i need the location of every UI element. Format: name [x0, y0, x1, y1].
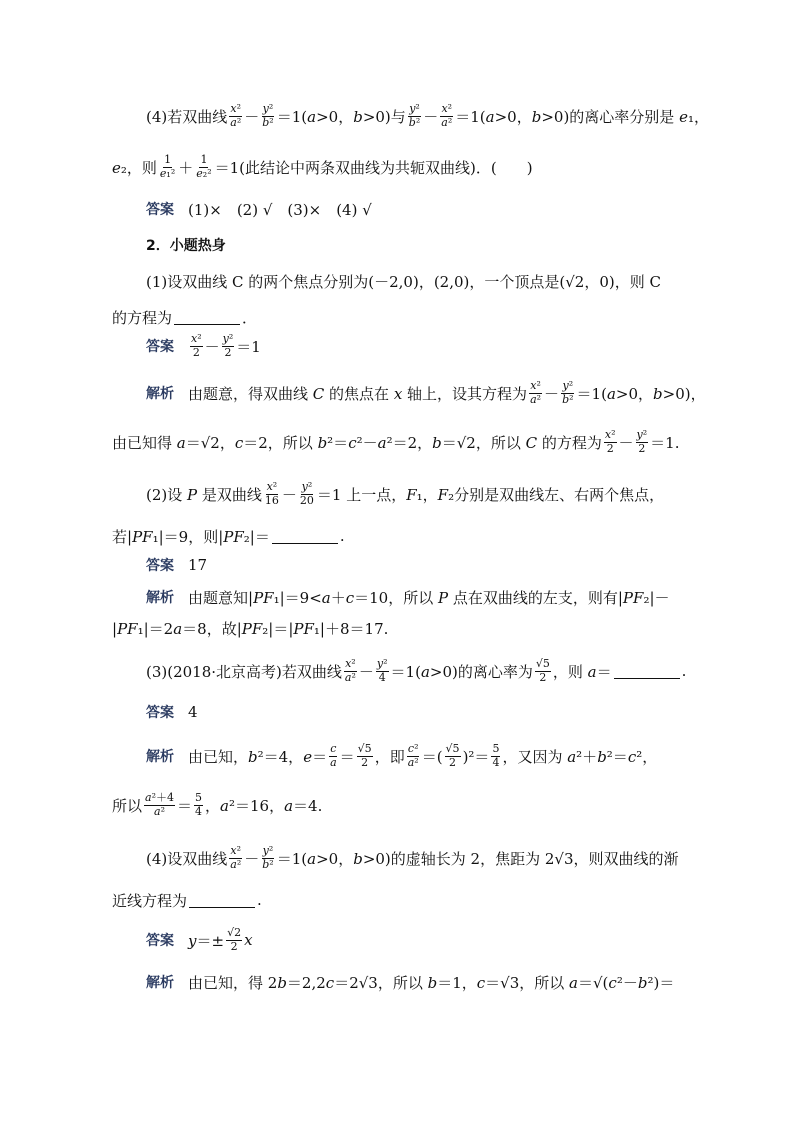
solution-label: 解析 [146, 386, 174, 402]
solution-label: 解析 [146, 749, 174, 765]
solution-label: 解析 [146, 590, 174, 606]
answer-row-2: 答案 $\frac{\text{x²}}{2}$ － $\frac{\text{y²}}{2}$ ＝1 [146, 331, 261, 359]
answer-row-5: 答案 y＝± $\frac{√2}{2}$ x [146, 925, 253, 953]
answer-label: 答案 [146, 558, 174, 574]
problem-1-line-2: 的方程为 ． [112, 308, 258, 327]
answer-row-4 [112, 688, 694, 736]
problem-1-line-1: (1)设双曲线 C 的两个焦点分别为(－2,0)，(2,0)，一个顶点是(√2，0)，则 C [146, 272, 661, 291]
problem-4-line-1: (4)若双曲线 $\frac{\text{x²}}{\text{a²}}$ － $\frac{\text{y²}}{\text{b²}}$ ＝1(a>0，b>0)与 $\frac{\text{y²}}{\text{b²}}$ － $\frac{\text{x²}}{\text{a²}}$ ＝1(a>0，b>0)的离心率分别是 e₁， [146, 101, 709, 129]
solution-3-line-2: 所以 $\frac{\text{a²＋4}}{\text{a²}}$ ＝ $\frac{5}{4}$ ，a²＝16，a＝4. [112, 790, 323, 818]
answer-blank [189, 893, 255, 908]
answer-blank [614, 664, 680, 679]
heading-text: 2．小题热身 [146, 238, 226, 254]
solution-3-line-1: 解析 由已知，b²＝4，e＝ $\frac{c}{a}$ ＝ $\frac{√5}{2}$ ，即 $\frac{\text{c²}}{\text{a²}}$ ＝( $\frac{√5}{2}$ )²＝ $\frac{5}{4}$ ，又因为 a²＋b²＝c²， [146, 741, 658, 769]
solution-4-line-1: 解析 由已知，得 2b＝2,2c＝2√3，所以 b＝1，c＝√3，所以 a＝√(c²－b²)＝ [146, 973, 675, 992]
problem-3-line-1: (3)(2018·北京高考)若双曲线 $\frac{\text{x²}}{\text{a²}}$ － $\frac{\text{y²}}{4}$ ＝1(a>0)的离心率为 $\frac{√5}{2}$ ，则 a＝ . [146, 656, 687, 684]
answer-text: 17 [188, 556, 208, 574]
problem-4b-line-2: 近线方程为 . [112, 891, 262, 910]
answer-label: 答案 [146, 339, 174, 355]
problem-2-line-1: (2)设 P 是双曲线 $\frac{\text{x²}}{16}$ － $\frac{\text{y²}}{20}$ ＝1 上一点，F₁，F₂分别是双曲线左、右两个焦点， [146, 479, 665, 507]
solution-2-line-2: |PF₁|＝2a＝8，故|PF₂|＝|PF₁|＋8＝17. [112, 619, 389, 638]
solution-1-line-2: 由已知得 a＝√2，c＝2，所以 b²＝c²－a²＝2，b＝√2，所以 C 的方程为 $\frac{\text{x²}}{2}$ － $\frac{\text{y²}}{2}$ ＝1. [112, 427, 680, 455]
solution-label: 解析 [146, 975, 174, 991]
problem-4-line-2: e₂，则 $\frac{1}{\text{e₁²}}$ ＋ $\frac{1}{\text{e₂²}}$ ＝1(此结论中两条双曲线为共轭双曲线)．( ) [112, 152, 533, 180]
problem-2-line-2: 若|PF₁|＝9，则|PF₂|＝ . [112, 527, 345, 546]
answer-label: 答案 [146, 705, 174, 721]
problem-4b-line-1: (4)设双曲线 $\frac{\text{x²}}{\text{a²}}$ － $\frac{\text{y²}}{\text{b²}}$ ＝1(a>0，b>0)的虚轴长为 2，焦距为 2√3，则双曲线的渐 [146, 843, 679, 871]
answer-text: 4 [188, 703, 198, 721]
answer-label: 答案 [146, 202, 174, 218]
answer-text: (1)× (2) √ (3)× (4) √ [188, 200, 372, 219]
solution-2-line-1: 解析 由题意知|PF₁|＝9<a＋c＝10，所以 P 点在双曲线的左支，则有|PF₂|－ [146, 588, 670, 607]
answer-label: 答案 [146, 933, 174, 949]
solution-1-line-1: 解析 由题意，得双曲线 C 的焦点在 x 轴上，设其方程为 $\frac{\text{x²}}{\text{a²}}$ － $\frac{\text{y²}}{\text{b²}}$ ＝1(a>0，b>0)， [146, 378, 706, 406]
